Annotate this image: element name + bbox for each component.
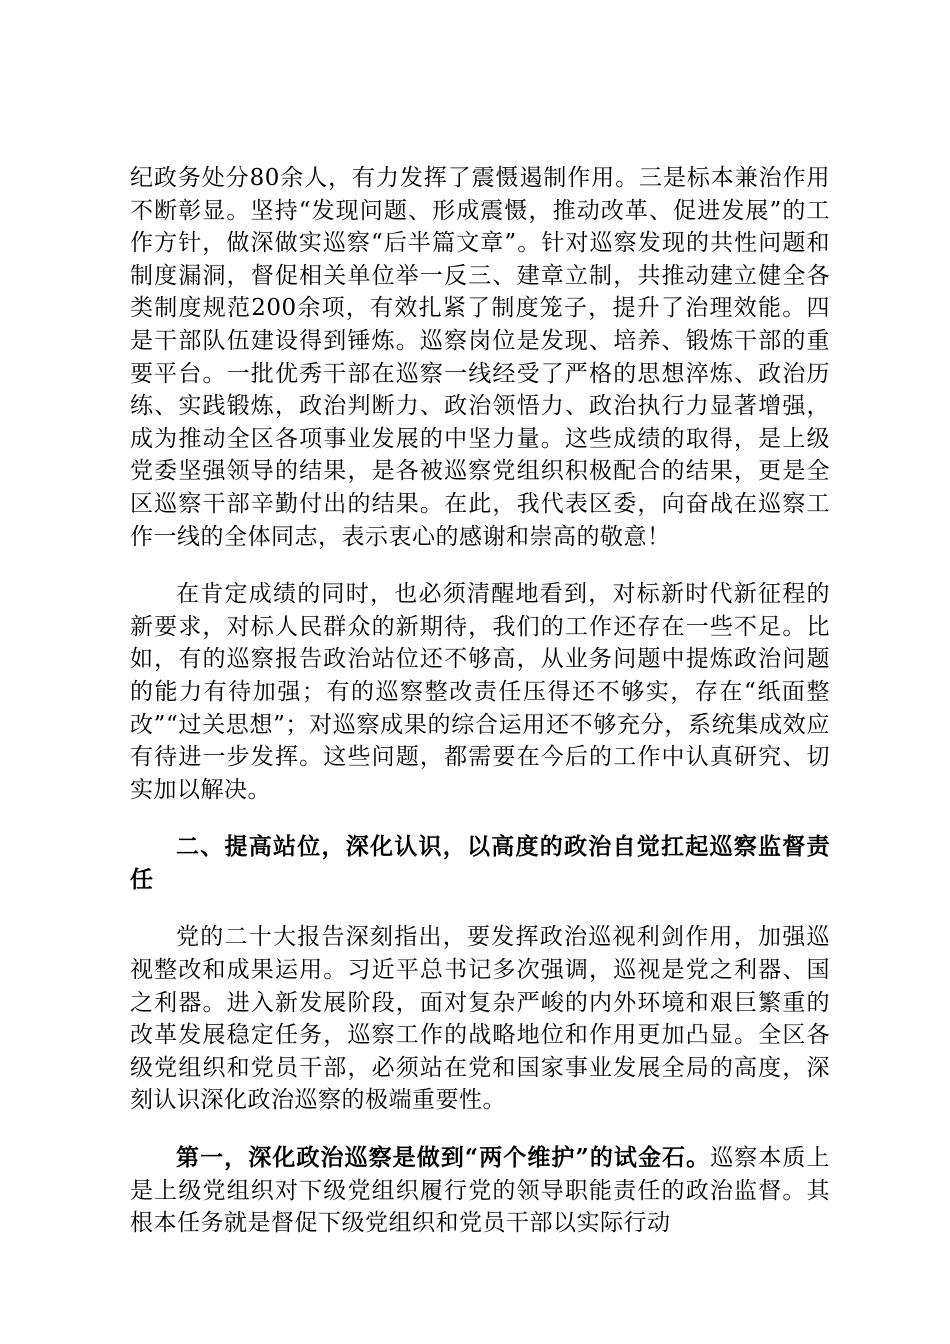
paragraph-importance: 党的二十大报告深刻指出，要发挥政治巡视利剑作用，加强巡视整改和成果运用。习近平总书记多次强调，巡视是党之利器、国之利器。进入新发展阶段，面对复杂严峻的内外环境和艰巨繁重的改革发展稳定任务，巡察工作的战略地位和作用更加凸显。全区各级党组织和党员干部，必须站在党和国家事业发展全局的高度，深刻认识深化政治巡察的极端重要性。 xyxy=(130,924,830,1114)
document-page xyxy=(130,162,830,1265)
paragraph-achievements: 纪政务处分80余人，有力发挥了震慑遏制作用。三是标本兼治作用不断彰显。坚持“发现问题、形成震慑，推动改革、促进发展”的工作方针，做深做实巡察“后半篇文章”。针对巡察发现的共性问题和制度漏洞，督促相关单位举一反三、建章立制，共推动建立健全各类制度规范200余项，有效扎紧了制度笼子，提升了治理效能。四是干部队伍建设得到锤炼。巡察岗位是发现、培养、锻炼干部的重要平台。一批优秀干部在巡察一线经受了严格的思想淬炼、政治历练、实践锻炼，政治判断力、政治领悟力、政治执行力显著增强，成为推动全区各项事业发展的中坚力量。这些成绩的取得，是上级党委坚强领导的结果，是各被巡察党组织积极配合的结果，更是全区巡察干部辛勤付出的结果。在此，我代表区委，向奋战在巡察工作一线的全体同志，表示衷心的感谢和崇高的敬意！ xyxy=(130,165,830,550)
first-point-body: 巡察本质上是上级党组织对下级党组织履行党的领导职能责任的政治监督。其根本任务就是督促下级党组织和党员干部以实际行动 xyxy=(130,1145,831,1237)
first-point-lead: 第一，深化政治巡察是做到“两个维护”的试金石。 xyxy=(176,1144,711,1172)
section-heading-2: 二、提高站位，深化认识，以高度的政治自觉扛起巡察监督责任 xyxy=(130,833,830,893)
paragraph-shortcomings: 在肯定成绩的同时，也必须清醒地看到，对标新时代新征程的新要求，对标人民群众的新期待，我们的工作还存在一些不足。比如，有的巡察报告政治站位还不够高，从业务问题中提炼政治问题的能力有待加强；有的巡察整改责任压得还不够实，存在“纸面整改”“过关思想”；对巡察成果的综合运用还不够充分，系统集成效应有待进一步发挥。这些问题，都需要在今后的工作中认真研究、切实加以解决。 xyxy=(130,581,830,803)
paragraph-first-point xyxy=(130,1142,830,1240)
